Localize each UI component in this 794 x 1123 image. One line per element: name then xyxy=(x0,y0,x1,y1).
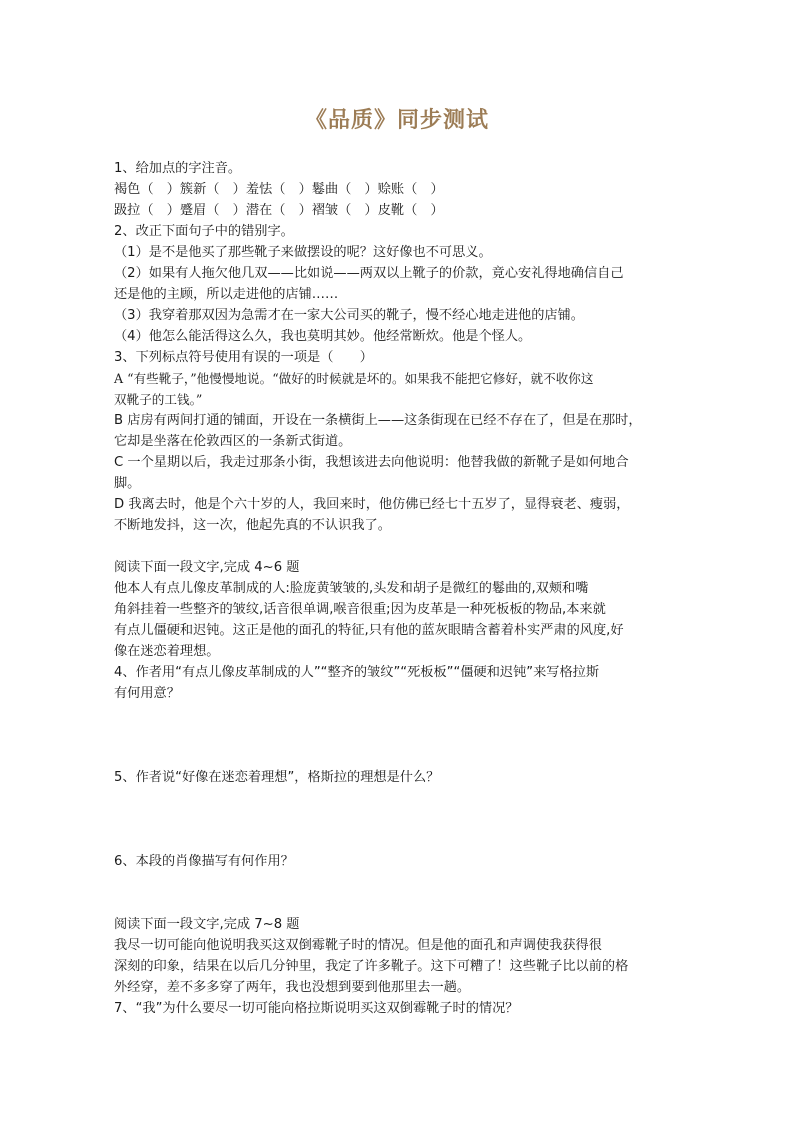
reading-1-line-3: 有点儿僵硬和迟钝。这正是他的面孔的特征,只有他的蓝灰眼睛含蓄着朴实严肃的风度,好 xyxy=(114,623,624,638)
reading-2-line-2: 深刻的印象，结果在以后几分钟里，我定了许多靴子。这下可糟了！这些靴子比以前的格 xyxy=(114,959,629,974)
option-b: B 店房有两间打通的铺面，开设在一条横街上——这条街现在已经不存在了，但是在那时， xyxy=(114,413,642,428)
reading-2-line-1: 我尽一切可能向他说明我买这双倒霉靴子时的情况。但是他的面孔和声调使我获得很 xyxy=(114,938,602,953)
question-2-item-2-cont: 还是他的主顾，所以走进他的店铺…… xyxy=(114,287,339,302)
question-2-item-4: （4）他怎么能活得这么久，我也莫明其妙。他经常断炊。他是个怪人。 xyxy=(114,329,532,344)
question-7: 7、“我”为什么要尽一切可能向格拉斯说明买这双倒霉靴子时的情况？ xyxy=(114,1001,519,1016)
question-5: 5、作者说“好像在迷恋着理想”，格斯拉的理想是什么？ xyxy=(114,770,440,785)
page-title: 《品质》同步测试 xyxy=(304,107,489,133)
pinyin-row-1: 褐色（ ）簇新（ ）羞怯（ ）鬈曲（ ）赊账（ ） xyxy=(114,182,444,197)
option-a-cont: 双靴子的工钱。” xyxy=(114,392,203,407)
option-b-cont: 它却是坐落在伦敦西区的一条新式街道。 xyxy=(114,434,352,449)
option-d: D 我离去时，他是个六十岁的人，我回来时，他仿佛已经七十五岁了，显得衰老、瘦弱， xyxy=(114,497,630,512)
option-c-cont: 脚。 xyxy=(114,476,141,491)
pinyin-row-2: 趿拉（ ）蹙眉（ ）潜在（ ）褶皱（ ）皮靴（ ） xyxy=(114,203,444,218)
question-2-item-1: （1）是不是他买了那些靴子来做摆设的呢？这好像也不可思义。 xyxy=(114,245,492,260)
question-6: 6、本段的肖像描写有何作用？ xyxy=(114,854,294,869)
question-3-heading: 3、下列标点符号使用有误的一项是（ ） xyxy=(114,350,373,365)
question-4-cont: 有何用意？ xyxy=(114,686,180,701)
option-c: C 一个星期以后，我走过那条小街，我想该进去向他说明：他替我做的新靴子是如何地合 xyxy=(114,455,629,470)
question-2-item-2: （2）如果有人拖欠他几双——比如说——两双以上靴子的价款，竟心安礼得地确信自己 xyxy=(114,266,624,281)
reading-1-line-4: 像在迷恋着理想。 xyxy=(114,644,220,659)
question-2-heading: 2、改正下面句子中的错别字。 xyxy=(114,224,294,239)
question-1-heading: 1、给加点的字注音。 xyxy=(114,161,242,176)
reading-1-heading: 阅读下面一段文字,完成 4~6 题 xyxy=(114,560,300,575)
reading-1-line-1: 他本人有点儿像皮革制成的人:脸庞黄皱皱的,头发和胡子是微红的鬈曲的,双颊和嘴 xyxy=(114,581,589,596)
question-2-item-3: （3）我穿着那双因为急需才在一家大公司买的靴子，慢不经心地走进他的店铺。 xyxy=(114,308,584,323)
option-a: A “有些靴子，”他慢慢地说。“做好的时候就是坏的。如果我不能把它修好，就不收你这 xyxy=(114,371,594,386)
question-4: 4、作者用“有点儿像皮革制成的人”“整齐的皱纹”“死板板”“僵硬和迟钝”来写格拉斯 xyxy=(114,665,600,680)
option-d-cont: 不断地发抖，这一次，他起先真的不认识我了。 xyxy=(114,518,391,533)
reading-1-line-2: 角斜挂着一些整齐的皱纹,话音很单调,喉音很重;因为皮革是一种死板板的物品,本来就 xyxy=(114,602,606,617)
reading-2-heading: 阅读下面一段文字,完成 7~8 题 xyxy=(114,917,300,932)
reading-2-line-3: 外经穿，差不多多穿了两年，我也没想到要到他那里去一趟。 xyxy=(114,980,471,995)
